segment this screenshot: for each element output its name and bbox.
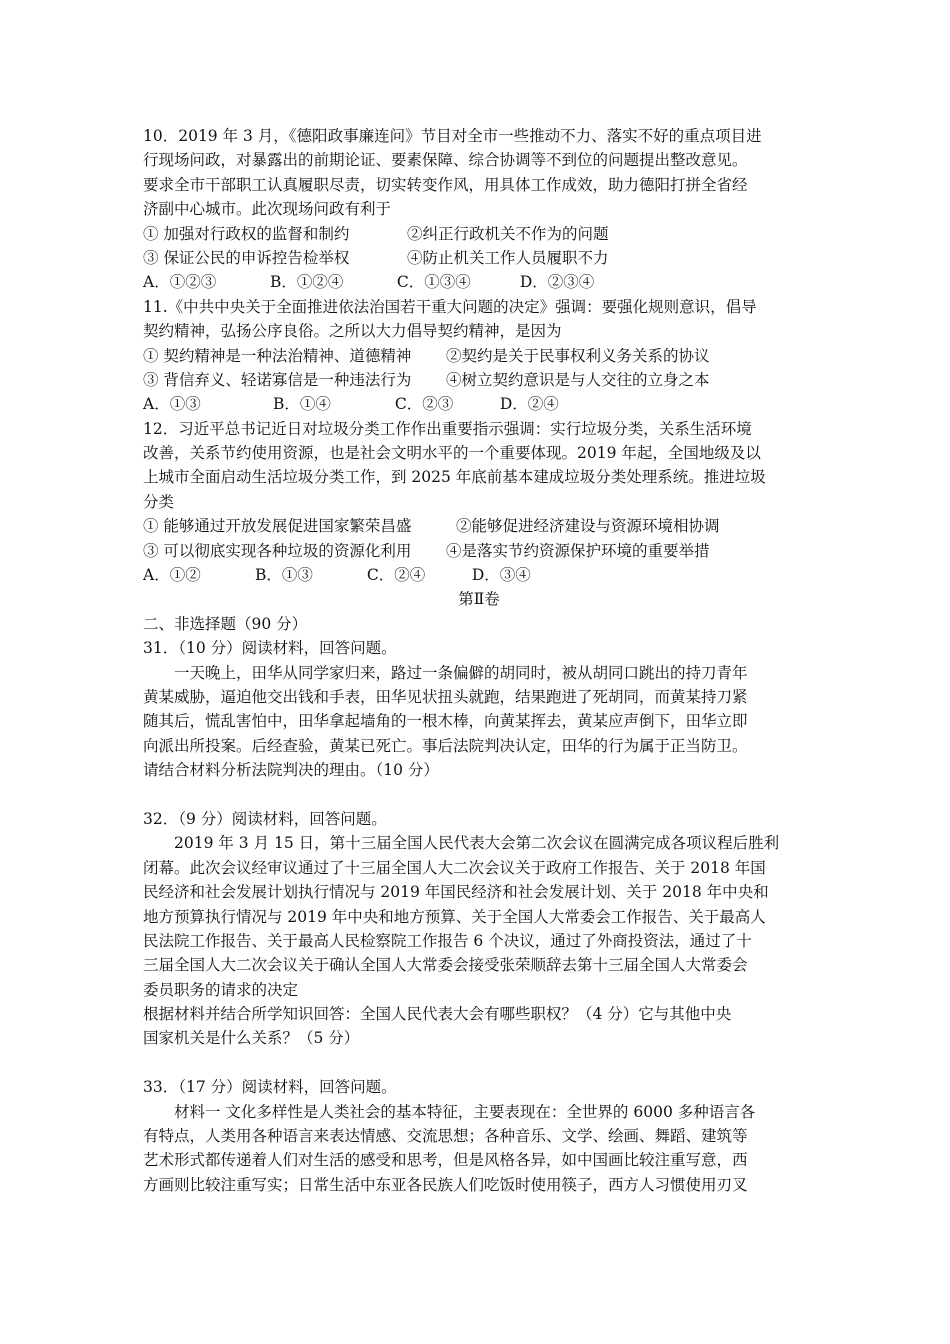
statement-1: ① 能够通过开放发展促进国家繁荣昌盛 [143,517,412,536]
question-33-para-line: 艺术形式都传递着人们对生活的感受和思考，但是风格各异，如中国画比较注重写意，西 [143,1151,748,1170]
question-33-head: 33．（17 分）阅读材料，回答问题。 [143,1078,397,1097]
question-32-question-line: 国家机关是什么关系？（5 分） [143,1029,360,1048]
question-10-options [143,270,815,294]
question-12-stem-line: 改善，关系节约使用资源，也是社会文明水平的一个重要体现。2019 年起，全国地级及以 [143,444,761,463]
question-10-items-row [143,246,815,270]
question-32-para-line: 2019 年 3 月 15 日，第十三届全国人民代表大会第二次会议在圆满完成各项议程后胜利 [174,834,780,853]
document-page [143,124,815,1197]
option-b: B．①③ [254,566,313,585]
question-31-para-line: 向派出所投案。后经查验，黄某已死亡。事后法院判决认定，田华的行为属于正当防卫。 [143,736,748,755]
question-10-stem-line: 行现场问政，对暴露出的前期论证、要素保障、综合协调等不到位的问题提出整改意见。 [143,151,748,170]
question-10-stem-line: 济副中心城市。此次现场问政有利于 [143,200,392,219]
option-b: B．①②④ [269,273,344,292]
question-31 [143,636,815,782]
option-a: A．①②③ [143,273,217,292]
question-12-stem-line: 分类 [143,492,175,511]
question-31-para-line: 请结合材料分析法院判决的理由。（10 分） [143,761,439,780]
question-11-options [143,392,815,416]
question-10-stem-line: 要求全市干部职工认真履职尽责，切实转变作风，用具体工作成效，助力德阳打拼全省经 [143,175,748,194]
statement-4: ④是落实节约资源保护环境的重要举措 [446,541,710,560]
statement-4: ④树立契约意识是与人交往的立身之本 [446,370,710,389]
statement-3: ③ 背信弃义、轻诺寡信是一种违法行为 [143,370,412,389]
question-11-stem-line: 契约精神，弘扬公序良俗。之所以大力倡导契约精神，是因为 [143,322,562,341]
option-c: C．②④ [366,566,426,585]
question-11-items-row [143,368,815,392]
question-33-para-line: 有特点，人类用各种语言来表达情感、交流思想；各种音乐、文学、绘画、舞蹈、建筑等 [143,1127,748,1146]
question-32-para-line: 三届全国人大二次会议关于确认全国人大常委会接受张荣顺辞去第十三届全国人大常委会 [143,956,748,975]
option-a: A．①③ [143,395,201,414]
question-32-para-line: 民经济和社会发展计划执行情况与 2019 年国民经济和社会发展计划、关于 2018 年中央和 [143,883,769,902]
question-32-para-line: 地方预算执行情况与 2019 年中央和地方预算、关于全国人大常委会工作报告、关于最高人 [143,907,766,926]
question-11-items-row [143,344,815,368]
question-12-stem-line: 12．习近平总书记近日对垃圾分类工作作出重要指示强调：实行垃圾分类，关系生活环境 [143,419,752,438]
question-31-para-line: 随其后，慌乱害怕中，田华拿起墙角的一根木棒，向黄某挥去，黄某应声倒下，田华立即 [143,712,748,731]
option-d: D．②③④ [519,273,595,292]
question-32-question-line: 根据材料并结合所学知识回答：全国人民代表大会有哪些职权？（4 分）它与其他中央 [143,1005,732,1024]
question-33-para-line: 方画则比较注重写实；日常生活中东亚各民族人们吃饭时使用筷子，西方人习惯使用刃叉 [143,1175,748,1194]
statement-1: ① 加强对行政权的监督和制约 [143,224,350,243]
statement-2: ②纠正行政机关不作为的问题 [407,224,609,243]
question-11 [143,295,815,417]
spacer [143,1051,815,1075]
statement-2: ②能够促进经济建设与资源环境相协调 [456,517,720,536]
question-10-items-row [143,222,815,246]
option-d: D．③④ [471,566,531,585]
question-32-head: 32．（9 分）阅读材料，回答问题。 [143,809,387,828]
option-c: C．①③④ [396,273,471,292]
option-d: D．②④ [499,395,559,414]
question-10 [143,124,815,295]
question-12-stem-line: 上城市全面启动生活垃圾分类工作，到 2025 年底前基本建成垃圾分类处理系统。推进垃圾 [143,468,766,487]
question-12-options [143,563,815,587]
question-12-items-row [143,514,815,538]
question-32-para-line: 闭幕。此次会议经审议通过了十三届全国人大二次会议关于政府工作报告、关于 2018 年国 [143,858,766,877]
volume-title: 第Ⅱ卷 [458,590,500,609]
question-31-para-line: 黄某威胁，逼迫他交出钱和手表，田华见状扭头就跑，结果跑进了死胡同，而黄某持刀紧 [143,687,748,706]
section-heading: 二、非选择题（90 分） [143,614,308,633]
option-b: B．①④ [272,395,331,414]
question-12-items-row [143,539,815,563]
question-32 [143,807,815,1051]
question-10-stem-line: 10．2019 年 3 月，《德阳政事廉连问》节目对全市一些推动不力、落实不好的重点项目进 [143,127,762,145]
question-12 [143,417,815,588]
question-31-para-line: 一天晚上，田华从同学家归来，路过一条偏僻的胡同时，被从胡同口跳出的持刀青年 [174,663,748,682]
statement-3: ③ 保证公民的申诉控告检举权 [143,248,350,267]
question-33-para-line: 材料一 文化多样性是人类社会的基本特征，主要表现在：全世界的 6000 多种语言各 [174,1102,756,1121]
statement-2: ②契约是关于民事权利义务关系的协议 [446,346,710,365]
question-32-para-line: 民法院工作报告、关于最高人民检察院工作报告 6 个决议，通过了外商投资法，通过了十 [143,931,752,950]
spacer [143,783,815,807]
option-a: A．①② [143,566,201,585]
statement-4: ④防止机关工作人员履职不力 [407,248,609,267]
question-31-head: 31．（10 分）阅读材料，回答问题。 [143,639,397,658]
question-11-stem-line: 11.《中共中央关于全面推进依法治国若干重大问题的决定》强调：要强化规则意识，倡导 [143,297,757,316]
question-32-para-line: 委员职务的请求的决定 [143,980,299,999]
question-33 [143,1075,815,1197]
statement-1: ① 契约精神是一种法治精神、道德精神 [143,346,412,365]
statement-3: ③ 可以彻底实现各种垃圾的资源化利用 [143,541,412,560]
option-c: C．②③ [394,395,454,414]
